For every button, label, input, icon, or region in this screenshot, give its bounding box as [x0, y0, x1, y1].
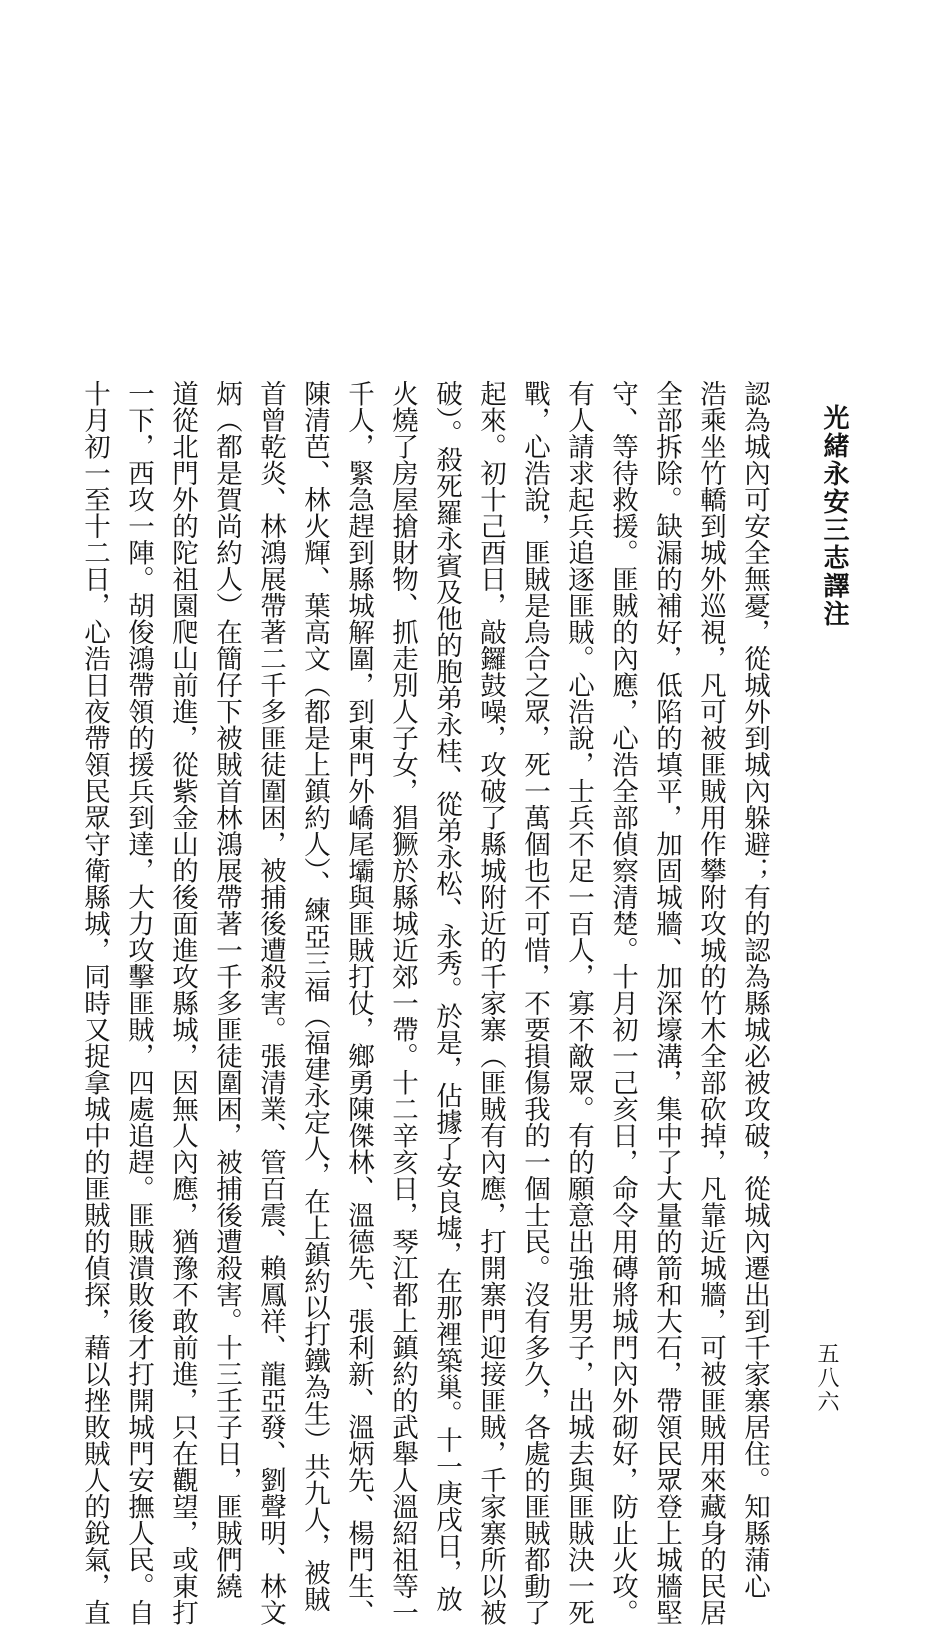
body-text — [79, 380, 776, 1626]
page-number: 五八六 — [814, 1342, 839, 1414]
text-line: 首曾乾炎、林鴻展帶著二千多匪徒圍困，被捕後遭殺害。張清業、管百震、賴鳳祥、龍亞發、劉聲明、林文 — [255, 380, 286, 1626]
text-line: 一下，西攻一陣。胡俊鴻帶領的援兵到達，大力攻擊匪賊，四處追趕。匪賊潰敗後才打開城門安撫人民。自 — [123, 380, 154, 1626]
text-line: 炳（都是賀尚約人）在簡仔下被賊首林鴻展帶著一千多匪徒圍困，被捕後遭殺害。十三壬子日，匪賊們繞 — [211, 380, 242, 1599]
text-line: 守、等待救援。匪賊的內應，心浩全部偵察清楚。十月初一己亥日，命令用磚將城門內外砌好，防止火攻。 — [607, 380, 638, 1626]
text-line: 陳清芭、林火輝、葉高文（都是上鎮約人）、練亞三福（福建永定人，在上鎮約以打鐵為生）共九人，被賊 — [299, 380, 330, 1613]
text-line: 浩乘坐竹轎到城外巡視，凡可被匪賊用作攀附攻城的竹木全部砍掉，凡靠近城牆，可被匪賊用來藏身的民居 — [695, 380, 726, 1626]
text-line: 火燒了房屋搶財物、抓走別人子女，猖獗於縣城近郊一帶。十二辛亥日，琴江都上鎮約的武舉人溫紹祖等一 — [387, 380, 418, 1626]
text-line: 認為城內可安全無憂，從城外到城內躲避；有的認為縣城必被攻破，從城內遷出到千家寨居住。知縣蒲心 — [739, 380, 770, 1599]
text-line: 十月初一至十二日，心浩日夜帶領民眾守衛縣城，同時又捉拿城中的匪賊的偵探，藉以挫敗賊人的銳氣，直 — [79, 380, 110, 1626]
text-line: 破）。殺死羅永賓及他的胞弟永桂、從弟永松、永秀。於是，佔據了安良墟，在那裡築巢。十一庚戌日，放 — [431, 380, 462, 1613]
text-line: 道從北門外的陀祖園爬山前進，從紫金山的後面進攻縣城，因無人內應，猶豫不敢前進，只在觀望，或東打 — [167, 380, 198, 1626]
text-line: 千人，緊急趕到縣城解圍，到東門外嶠尾壩與匪賊打仗，鄉勇陳傑林、溫德先、張利新、溫炳先、楊門生、 — [343, 380, 374, 1626]
text-line: 起來。初十己酉日，敲鑼鼓噪，攻破了縣城附近的千家寨（匪賊有內應，打開寨門迎接匪賊，千家寨所以被 — [475, 380, 506, 1626]
page-title: 光緒永安三志譯注 — [819, 404, 849, 628]
text-line: 全部拆除。缺漏的補好，低陷的填平，加固城牆、加深壕溝，集中了大量的箭和大石，帶領民眾登上城牆堅 — [651, 380, 682, 1626]
text-line: 有人請求起兵追逐匪賊。心浩說，士兵不足一百人，寡不敵眾。有的願意出強壯男子，出城去與匪賊決一死 — [563, 380, 594, 1626]
text-line: 戰，心浩說，匪賊是烏合之眾，死一萬個也不可惜，不要損傷我的一個士民。沒有多久，各處的匪賊都動了 — [519, 380, 550, 1626]
